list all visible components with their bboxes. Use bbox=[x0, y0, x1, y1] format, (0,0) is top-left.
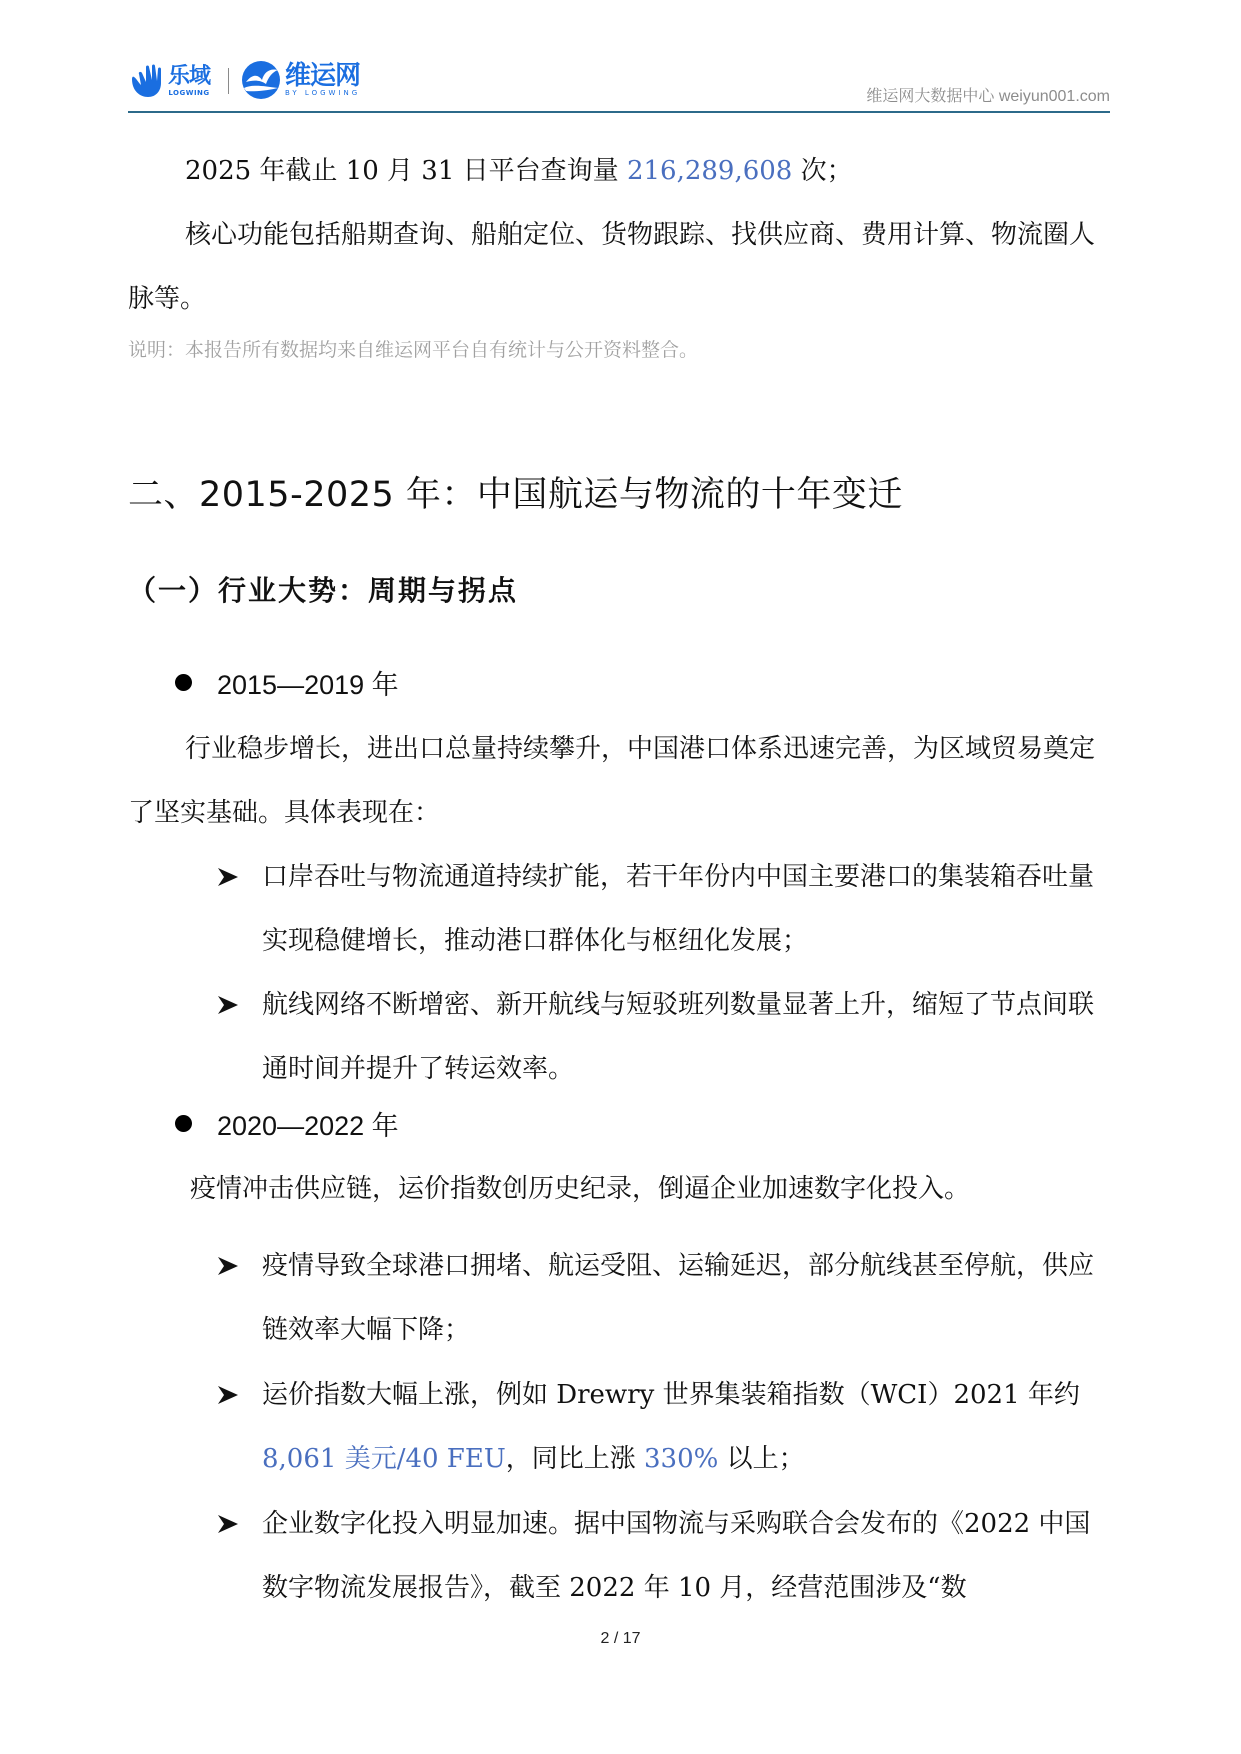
seagull-wave-logo-icon bbox=[240, 60, 282, 100]
period-bullet-2020-2022 bbox=[175, 1104, 399, 1143]
arrowhead-bullet-icon bbox=[217, 866, 239, 888]
logo-weiyun-cn: 维运网 bbox=[285, 61, 361, 91]
site-label: 维运网大数据中心 bbox=[866, 88, 995, 105]
period-point bbox=[217, 1363, 1110, 1491]
period-point bbox=[217, 845, 1110, 973]
period-point bbox=[217, 973, 1110, 1101]
hand-wave-logo-icon bbox=[128, 63, 164, 99]
query-count-value: 216,289,608 bbox=[626, 156, 793, 186]
wci-prefix: 运价指数大幅上涨，例如 Drewry 世界集装箱指数（WCI）2021 年约 bbox=[262, 1380, 1080, 1410]
wci-growth-value: 330% bbox=[644, 1444, 719, 1474]
period-summary: 行业稳步增长，进出口总量持续攀升，中国港口体系迅速完善，为区域贸易奠定了坚实基础。具体表现在： bbox=[128, 734, 1096, 828]
logo-lewing-cn: 乐域 bbox=[168, 63, 211, 89]
period-point bbox=[217, 1234, 1110, 1362]
page-number: 2 / 17 bbox=[600, 1630, 641, 1647]
logo-lewing bbox=[128, 62, 210, 100]
period-label: 2015—2019 年 bbox=[217, 670, 399, 700]
header-rule bbox=[128, 111, 1110, 113]
arrowhead-bullet-icon bbox=[217, 994, 239, 1016]
logo-weiyun-en: BY LOGWING bbox=[285, 89, 361, 97]
wci-price-value: 8,061 美元/40 FEU bbox=[262, 1444, 506, 1474]
logo-lewing-en: LOGWING bbox=[168, 88, 210, 97]
point-text: 企业数字化投入明显加速。据中国物流与采购联合会发布的《2022 中国数字物流发展报告》，截至 2022 年 10 月，经营范围涉及“数 bbox=[262, 1509, 1091, 1603]
period-label: 2020—2022 年 bbox=[217, 1111, 399, 1141]
wci-middle: ，同比上涨 bbox=[505, 1444, 645, 1474]
bullet-dot-icon bbox=[175, 1115, 192, 1132]
arrowhead-bullet-icon bbox=[217, 1513, 239, 1535]
point-text: 航线网络不断增密、新开航线与短驳班列数量显著上升，缩短了节点间联通时间并提升了转运效率。 bbox=[262, 990, 1095, 1084]
wci-suffix: 以上； bbox=[718, 1444, 805, 1474]
header-site-info bbox=[866, 83, 1110, 106]
query-count-paragraph bbox=[128, 139, 1110, 203]
point-text: 疫情导致全球港口拥堵、航运受阻、运输延迟，部分航线甚至停航，供应链效率大幅下降； bbox=[262, 1251, 1095, 1345]
features-paragraph: 核心功能包括船期查询、船舶定位、货物跟踪、找供应商、费用计算、物流圈人脉等。 bbox=[128, 220, 1096, 314]
query-count-prefix: 2025 年截止 10 月 31 日平台查询量 bbox=[185, 156, 627, 186]
query-count-suffix: 次； bbox=[792, 156, 853, 186]
logo-weiyun bbox=[240, 60, 360, 100]
point-text: 口岸吞吐与物流通道持续扩能，若干年份内中国主要港口的集装箱吞吐量实现稳健增长，推动港口群体化与枢纽化发展； bbox=[262, 862, 1095, 956]
period-point bbox=[217, 1492, 1110, 1620]
bullet-dot-icon bbox=[175, 674, 192, 691]
arrowhead-bullet-icon bbox=[217, 1255, 239, 1277]
section-2-heading: 二、2015-2025 年：中国航运与物流的十年变迁 bbox=[128, 475, 903, 515]
subsection-1-heading: （一）行业大势：周期与拐点 bbox=[128, 574, 519, 607]
logo-divider bbox=[228, 68, 229, 94]
period-bullet-2015-2019 bbox=[175, 663, 399, 702]
arrowhead-bullet-icon bbox=[217, 1384, 239, 1406]
site-url[interactable]: weiyun001.com bbox=[998, 88, 1110, 105]
point-text bbox=[262, 1363, 1110, 1491]
period-summary: 疫情冲击供应链，运价指数创历史纪录，倒逼企业加速数字化投入。 bbox=[190, 1174, 971, 1204]
data-source-note: 说明：本报告所有数据均来自维运网平台自有统计与公开资料整合。 bbox=[128, 339, 699, 361]
